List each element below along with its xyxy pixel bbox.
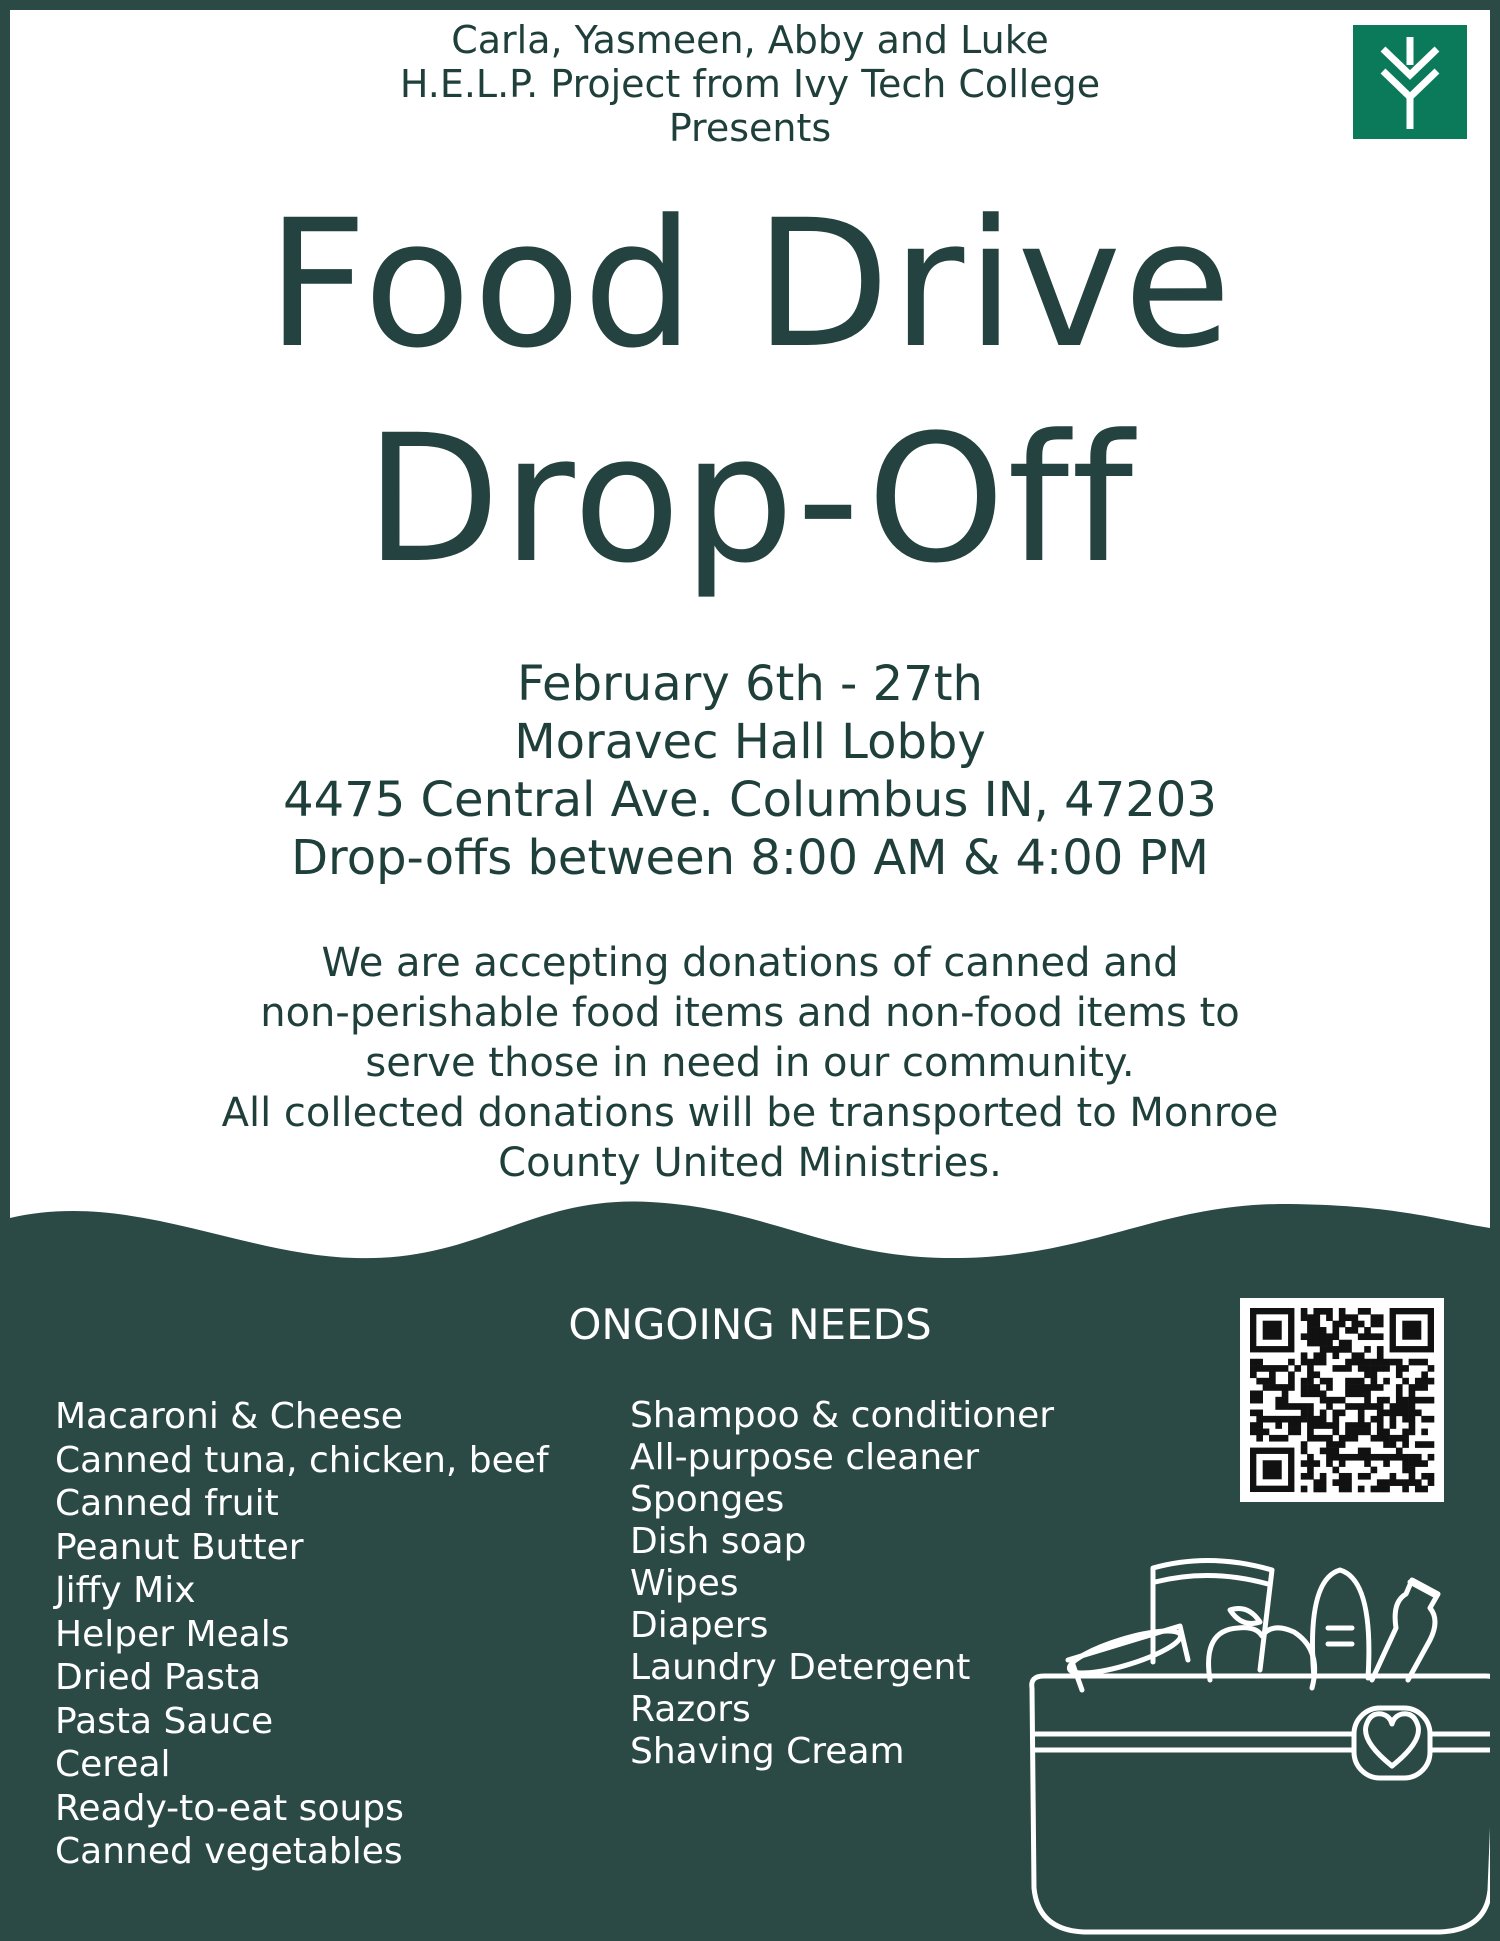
list-item: Laundry Detergent [630,1647,971,1688]
list-item: Pasta Sauce [55,1700,274,1742]
ongoing-needs-heading: ONGOING NEEDS [568,1300,932,1349]
flyer-sheet [10,10,1490,1941]
list-item: All-purpose cleaner [630,1437,980,1478]
list-item: Shampoo & conditioner [630,1395,1055,1436]
description-line: serve those in need in our community. [365,1040,1135,1086]
presenters-block [10,18,1490,150]
description-line: We are accepting donations of canned and [321,940,1179,986]
event-address: 4475 Central Ave. Columbus IN, 47203 [283,772,1217,828]
list-item: Diapers [630,1605,769,1646]
list-item: Razors [630,1689,751,1730]
list-item: Cereal [55,1744,171,1785]
list-item: Wipes [630,1563,739,1604]
food-needs-list [55,1395,549,1874]
list-item: Shaving Cream [630,1731,905,1772]
description-line: All collected donations will be transported to Monroe [221,1090,1279,1136]
title-line-2: Drop-Off [364,397,1136,602]
grocery-basket-icon [1010,1510,1490,1941]
list-item: Macaroni & Cheese [55,1396,403,1437]
list-item: Jiffy Mix [55,1570,196,1611]
non-food-needs-list [630,1395,1054,1773]
list-item: Sponges [630,1479,785,1520]
event-details [10,655,1490,887]
list-item: Canned fruit [55,1483,279,1524]
qr-code-icon[interactable] [1240,1298,1444,1502]
description-line: County United Ministries. [498,1140,1002,1186]
event-hours: Drop-offs between 8:00 AM & 4:00 PM [291,830,1209,886]
event-venue: Moravec Hall Lobby [514,714,986,770]
list-item: Dish soap [630,1521,807,1562]
presenters-presents: Presents [668,106,832,150]
list-item: Canned vegetables [55,1831,403,1872]
ivy-tech-logo-icon [1353,25,1467,139]
donation-description [10,938,1490,1188]
title-line-1: Food Drive [266,182,1234,387]
description-line: non-perishable food items and non-food items to [260,990,1240,1036]
list-item: Dried Pasta [55,1657,262,1698]
list-item: Canned tuna, chicken, beef [55,1439,549,1481]
list-item: Peanut Butter [55,1526,304,1568]
list-item: Ready-to-eat soups [55,1787,404,1829]
presenters-organization: H.E.L.P. Project from Ivy Tech College [399,62,1101,106]
event-dates: February 6th - 27th [517,656,983,712]
presenters-names: Carla, Yasmeen, Abby and Luke [451,18,1049,62]
list-item: Helper Meals [55,1613,290,1655]
